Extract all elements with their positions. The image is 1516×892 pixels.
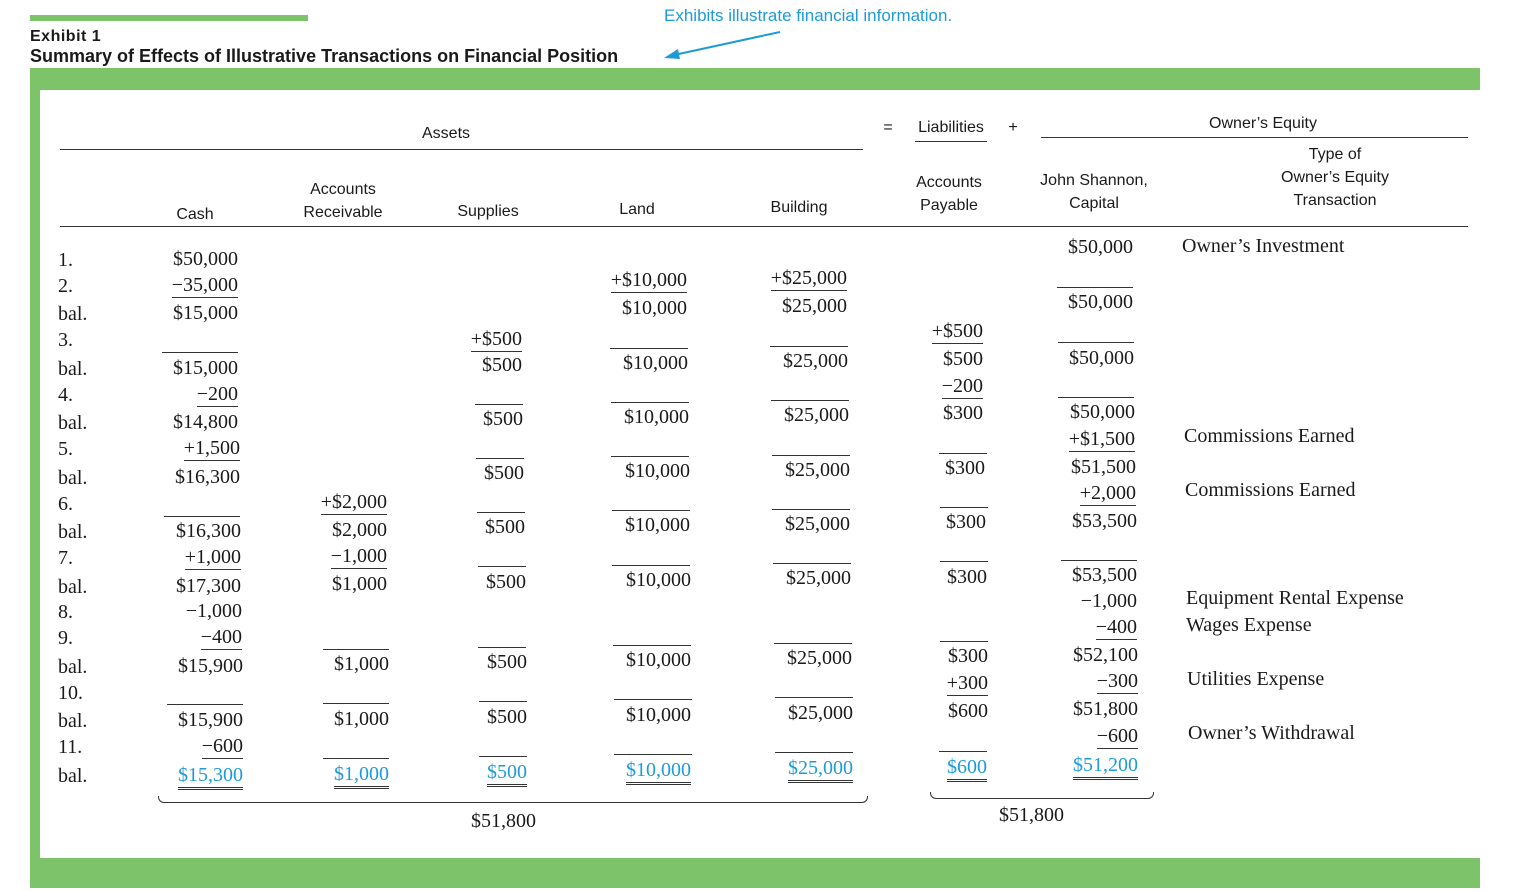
capital-rule — [1058, 342, 1134, 343]
cash-cell: $16,300 — [176, 520, 241, 542]
ar-rule — [323, 703, 389, 704]
capital-cell: $51,500 — [1071, 456, 1136, 478]
cash-cell: −600 — [201, 735, 243, 757]
cash-rule — [167, 704, 243, 705]
capital-cell: $50,000 — [1069, 347, 1134, 369]
ar-cell: $1,000 — [334, 653, 389, 675]
supplies-cell: $500 — [487, 651, 527, 673]
ap-cell: $500 — [943, 348, 983, 370]
cash-cell: −400 — [200, 626, 242, 648]
supplies-rule — [478, 647, 526, 648]
capital-header-line2: Capital — [1069, 195, 1119, 212]
transaction-type: Utilities Expense — [1187, 668, 1325, 690]
ap-rule — [940, 641, 988, 642]
row-label: bal. — [58, 521, 88, 543]
row-label: 2. — [58, 275, 73, 297]
land-header: Land — [619, 201, 655, 218]
capital-cell: $53,500 — [1072, 564, 1137, 586]
transaction-type: Commissions Earned — [1184, 425, 1355, 447]
cash-header: Cash — [176, 206, 214, 223]
transaction-type: Commissions Earned — [1185, 479, 1356, 501]
ap-cell: +300 — [946, 672, 988, 694]
building-total: $25,000 — [788, 757, 853, 783]
ap-cell: −200 — [941, 375, 983, 397]
ar-cell: +$2,000 — [320, 491, 387, 513]
supplies-cell: $500 — [484, 462, 524, 484]
cash-cell: +1,500 — [183, 437, 240, 459]
liabilities-equity-total: $51,800 — [999, 804, 1064, 826]
liabilities-equity-brace — [930, 792, 1154, 799]
ap-rule — [940, 561, 988, 562]
supplies-rule — [475, 404, 523, 405]
land-cell: $10,000 — [626, 704, 691, 726]
ap-cell: $300 — [948, 645, 988, 667]
cash-cell: +1,000 — [184, 546, 241, 568]
annotation-note: Exhibits illustrate financial information. — [664, 6, 953, 25]
ar-rule — [323, 758, 389, 759]
row-label: 7. — [58, 547, 73, 569]
supplies-rule — [478, 566, 526, 567]
top-accent-bar — [30, 15, 308, 21]
column-header-rule — [60, 226, 1468, 227]
liabilities-header: Liabilities — [918, 119, 984, 136]
cash-cell: $15,000 — [173, 357, 238, 379]
building-cell: $25,000 — [785, 513, 850, 535]
capital-rule — [1058, 397, 1134, 398]
supplies-rule — [477, 512, 525, 513]
building-rule — [772, 455, 850, 456]
building-rule — [772, 509, 850, 510]
supplies-rule — [479, 756, 527, 757]
ar-cell: $1,000 — [332, 573, 387, 595]
capital-cell: −300 — [1096, 670, 1138, 692]
capital-cell: −1,000 — [1080, 590, 1137, 612]
cash-cell: $16,300 — [175, 466, 240, 488]
ar-cell: $2,000 — [332, 519, 387, 541]
building-cell: +$25,000 — [770, 267, 847, 289]
supplies-header: Supplies — [457, 203, 519, 220]
building-cell: $25,000 — [784, 404, 849, 426]
land-rule — [612, 565, 690, 566]
transaction-type: Owner’s Investment — [1182, 235, 1345, 257]
ar-total: $1,000 — [334, 763, 389, 789]
ar-cell: −1,000 — [330, 545, 387, 567]
cash-cell: $17,300 — [176, 575, 241, 597]
ap-header-line1: Accounts — [916, 174, 982, 191]
assets-header: Assets — [421, 125, 471, 142]
transaction-type: Owner’s Withdrawal — [1188, 722, 1355, 744]
capital-cell: $50,000 — [1068, 236, 1133, 258]
building-cell: $25,000 — [783, 350, 848, 372]
row-label: bal. — [58, 656, 88, 678]
cash-total: $15,300 — [178, 764, 243, 790]
cash-cell: −35,000 — [171, 274, 238, 296]
row-label: 6. — [58, 493, 73, 515]
capital-cell: $50,000 — [1068, 291, 1133, 313]
transaction-type: Equipment Rental Expense — [1186, 587, 1404, 609]
assets-total: $51,800 — [471, 810, 536, 832]
supplies-cell: $500 — [487, 706, 527, 728]
ap-rule — [939, 453, 987, 454]
cash-cell: −1,000 — [185, 600, 242, 622]
land-total: $10,000 — [626, 759, 691, 785]
cash-cell: $50,000 — [173, 248, 238, 270]
owners-equity-header: Owner’s Equity — [1209, 115, 1317, 132]
row-label: 5. — [58, 438, 73, 460]
ap-total: $600 — [947, 756, 987, 782]
assets-rule — [60, 149, 863, 150]
ap-header-line2: Payable — [920, 197, 978, 214]
row-label: bal. — [58, 467, 88, 489]
capital-rule — [1057, 287, 1133, 288]
row-label: bal. — [58, 710, 88, 732]
land-rule — [614, 699, 692, 700]
land-cell: $10,000 — [624, 406, 689, 428]
supplies-rule — [476, 458, 524, 459]
capital-cell: $52,100 — [1073, 644, 1138, 666]
land-cell: $10,000 — [626, 569, 691, 591]
building-cell: $25,000 — [785, 459, 850, 481]
building-header: Building — [770, 199, 828, 216]
row-label: 9. — [58, 627, 73, 649]
supplies-cell: $500 — [483, 408, 523, 430]
ap-cell: $300 — [945, 457, 985, 479]
land-rule — [614, 754, 692, 755]
transaction-type: Wages Expense — [1186, 614, 1312, 636]
land-cell: $10,000 — [626, 649, 691, 671]
capital-cell: +$1,500 — [1068, 428, 1135, 450]
building-cell: $25,000 — [782, 295, 847, 317]
type-header-line2: Owner’s Equity — [1281, 169, 1389, 186]
capital-rule — [1061, 560, 1137, 561]
cash-cell: −200 — [196, 383, 238, 405]
building-cell: $25,000 — [786, 567, 851, 589]
supplies-total: $500 — [487, 761, 527, 787]
capital-total: $51,200 — [1073, 754, 1138, 780]
land-rule — [611, 456, 689, 457]
building-rule — [775, 752, 853, 753]
assets-brace — [158, 796, 868, 803]
row-label: bal. — [58, 765, 88, 787]
building-rule — [775, 697, 853, 698]
row-label: 10. — [58, 682, 83, 704]
equals-sign: = — [883, 119, 893, 136]
ap-rule — [939, 751, 987, 752]
ar-cell: $1,000 — [334, 708, 389, 730]
row-label: bal. — [58, 412, 88, 434]
exhibit-title: Summary of Effects of Illustrative Transactions on Financial Position — [30, 46, 619, 66]
type-header-line3: Transaction — [1293, 192, 1377, 209]
ap-cell: $300 — [946, 511, 986, 533]
ap-cell: $300 — [947, 566, 987, 588]
annotation-arrow-icon — [660, 28, 785, 60]
capital-cell: $53,500 — [1072, 510, 1137, 532]
building-rule — [770, 346, 848, 347]
liabilities-rule — [915, 141, 987, 142]
supplies-rule — [479, 701, 527, 702]
row-label: bal. — [58, 576, 88, 598]
land-cell: $10,000 — [625, 460, 690, 482]
building-rule — [774, 643, 852, 644]
capital-cell: −600 — [1096, 725, 1138, 747]
land-cell: $10,000 — [623, 352, 688, 374]
type-header-line1: Type of — [1308, 146, 1362, 163]
ap-cell: +$500 — [931, 320, 983, 342]
ar-header-line1: Accounts — [310, 181, 376, 198]
supplies-cell: $500 — [482, 354, 522, 376]
building-cell: $25,000 — [788, 702, 853, 724]
exhibit-label: Exhibit 1 — [30, 28, 102, 45]
cash-cell: $15,900 — [178, 655, 243, 677]
land-cell: $10,000 — [625, 514, 690, 536]
ap-cell: $600 — [948, 700, 988, 722]
plus-sign: + — [1008, 119, 1018, 136]
row-label: 8. — [58, 601, 73, 623]
land-rule — [612, 510, 690, 511]
cash-cell: $14,800 — [173, 411, 238, 433]
ap-rule — [940, 507, 988, 508]
land-cell: $10,000 — [622, 297, 687, 319]
capital-header-line1: John Shannon, — [1040, 172, 1148, 189]
row-label: 4. — [58, 384, 73, 406]
supplies-cell: $500 — [485, 516, 525, 538]
owners-equity-rule — [1041, 137, 1468, 138]
building-rule — [771, 400, 849, 401]
row-label: 3. — [58, 329, 73, 351]
capital-cell: +2,000 — [1079, 482, 1136, 504]
capital-cell: −400 — [1095, 616, 1137, 638]
cash-cell: $15,900 — [178, 709, 243, 731]
supplies-cell: +$500 — [470, 328, 522, 350]
ar-rule — [323, 649, 389, 650]
ap-cell: $300 — [943, 402, 983, 424]
cash-rule — [164, 516, 240, 517]
land-rule — [611, 402, 689, 403]
ar-header-line2: Receivable — [303, 204, 383, 221]
land-rule — [610, 348, 688, 349]
capital-cell: $50,000 — [1070, 401, 1135, 423]
row-label: 1. — [58, 249, 73, 271]
row-label: bal. — [58, 303, 88, 325]
building-cell: $25,000 — [787, 647, 852, 669]
row-label: 11. — [58, 736, 83, 758]
cash-cell: $15,000 — [173, 302, 238, 324]
land-cell: +$10,000 — [610, 269, 687, 291]
row-label: bal. — [58, 358, 88, 380]
cash-rule — [162, 352, 238, 353]
supplies-cell: $500 — [486, 571, 526, 593]
land-rule — [613, 645, 691, 646]
building-rule — [773, 563, 851, 564]
capital-cell: $51,800 — [1073, 698, 1138, 720]
